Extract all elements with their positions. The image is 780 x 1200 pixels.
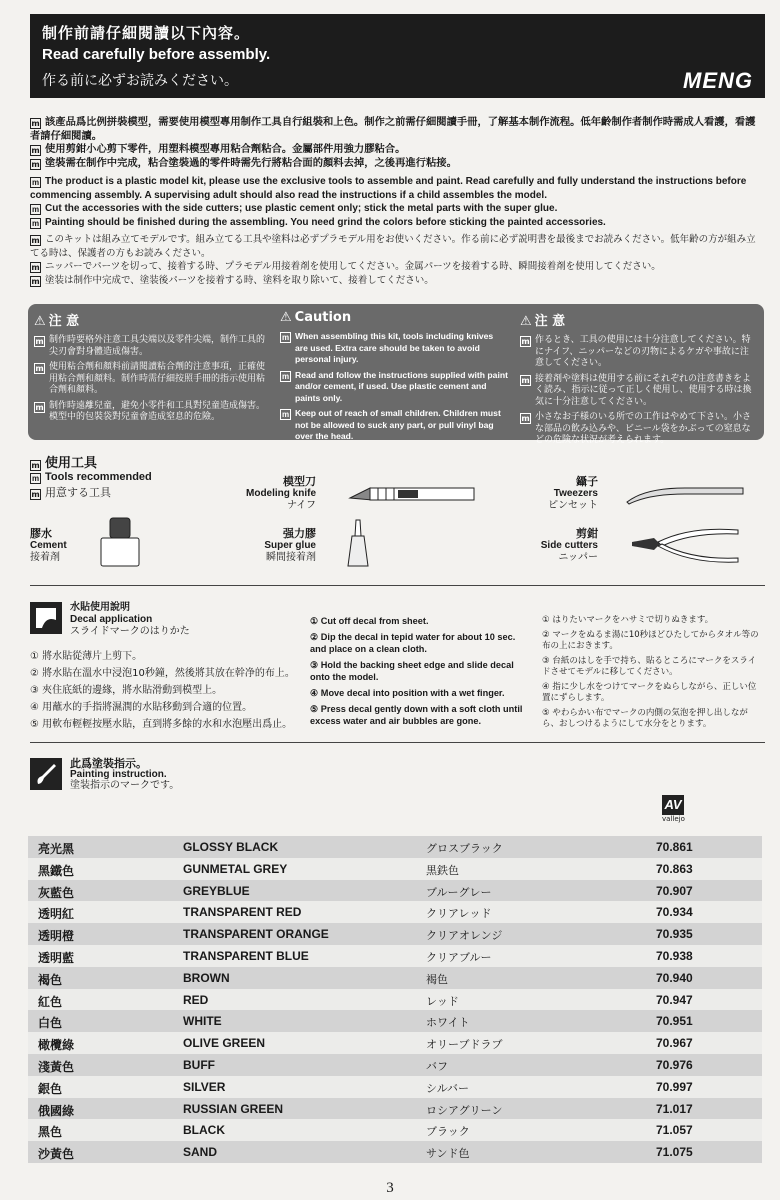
- paint-name-jp: サンド色: [426, 1147, 470, 1161]
- paint-name-zh: 沙黃色: [38, 1147, 75, 1162]
- paint-name-zh: 銀色: [38, 1081, 63, 1096]
- m-icon: m: [35, 337, 44, 346]
- paint-row: [28, 1141, 762, 1163]
- decal-heading: 水貼使用說明 Decal application スライドマークのはりかた: [70, 602, 190, 637]
- paint-name-en: BROWN: [183, 970, 230, 985]
- warning-icon: ⚠: [34, 314, 46, 329]
- paint-row: [28, 1010, 762, 1032]
- intro-en-3: m Painting should be finished during the assembling. You need grind the colors before sticking the painted accessories.: [31, 216, 606, 228]
- tools-heading: [30, 452, 152, 500]
- paint-code: 70.934: [656, 905, 693, 920]
- m-icon: m: [35, 402, 44, 412]
- intro-jp-2: m ニッパーでパーツを切って、接着する時、プラモデル用接着剤を使用してください。金属パーツを接着する時、瞬間接着剤を使用してください。: [31, 261, 661, 272]
- painting-heading: 此爲塗裝指示。 Painting instruction. 塗装指示のマークです。: [70, 757, 180, 791]
- decal-step: ① Cut off decal from sheet.: [310, 616, 429, 626]
- paint-name-jp: クリアレッド: [426, 907, 492, 921]
- intro-english: [30, 175, 760, 229]
- decal-step: ① はりたいマークをハサミで切りぬきます。: [542, 615, 714, 625]
- decal-step: ④ 指に少し水をつけてマークをぬらしながら、正しい位置にずらします。: [542, 682, 757, 703]
- page-number: 3: [386, 1180, 394, 1196]
- paint-code: 70.947: [656, 992, 693, 1007]
- m-icon: m: [521, 375, 530, 385]
- tweezers-label: 鑷子 Tweezers ピンセット: [548, 475, 598, 511]
- m-icon: m: [31, 263, 40, 272]
- caution-title-jp: ⚠ 注 意: [520, 314, 566, 329]
- intro-cn-1: m 該產品爲比例拼裝模型，需要使用模型專用制作工具自行組裝和上色。制作之前需仔細閱讀手冊，了解基本制作流程。低年齡制作者制作時需成人看護，看護者請仔細閱讀。: [30, 116, 756, 142]
- decal-step: ③ Hold the backing sheet edge and slide decal onto the model.: [310, 660, 514, 682]
- decal-step: ② 將水貼在溫水中浸泡10秒鐘，然後將其放在幹净的布上。: [30, 668, 295, 679]
- paint-name-en: SAND: [183, 1145, 218, 1160]
- cement-label: 膠水 Cement 接着剤: [30, 527, 67, 563]
- paint-row: [28, 1119, 762, 1141]
- paint-code: 70.940: [656, 970, 693, 985]
- paint-name-en: TRANSPARENT RED: [183, 905, 302, 920]
- paint-name-en: RUSSIAN GREEN: [183, 1101, 284, 1116]
- intro-jp-1: m このキットは組み立てモデルです。組み立てる工具や塗料は必ずプラモデル用をお使いください。作る前に必ず説明書を最後までお読みください。低年齢の方が組み立てる時は、保護者の方もお読みください。: [30, 234, 756, 259]
- tools-title-zh: m 使用工具: [31, 456, 98, 471]
- header-title-en: Read carefully before assembly.: [42, 46, 271, 63]
- m-icon: m: [31, 236, 40, 245]
- paint-name-jp: レッド: [426, 994, 459, 1008]
- intro-en-1: m The product is a plastic model kit, please use the exclusive tools to assemble and paint. Read carefully and fully understand the instructions before commencing assembly. A supervising adult should also read the instructions if a child assembles the model.: [30, 176, 747, 201]
- paint-name-jp: ブルーグレー: [426, 885, 492, 899]
- decal-steps-japanese: [542, 615, 764, 734]
- paint-row: [28, 923, 762, 945]
- paint-name-jp: ロシアグリーン: [426, 1103, 503, 1117]
- paint-name-zh: 透明紅: [38, 907, 75, 922]
- side-cutters-label: 剪鉗 Side cutters ニッパー: [540, 527, 598, 563]
- m-icon: m: [31, 474, 40, 483]
- caution-en-item: m Read and follow the instructions supplied with paint and/or cement, if used. Use plastic cement and paints only.: [281, 369, 508, 403]
- decal-step: ③ 台紙のはしを手で持ち、貼るところにマークをスライドさせてモデルに移してください。: [542, 656, 757, 677]
- paint-name-jp: 褐色: [426, 972, 448, 986]
- divider: [30, 742, 765, 743]
- caution-zh-item: m 制作時遠離兒童，避免小零件和工具對兒童造成傷害。模型中的包裝袋對兒童會造成窒息的危險。: [35, 400, 266, 422]
- caution-box: [28, 304, 764, 445]
- m-icon: m: [521, 414, 530, 423]
- paint-name-zh: 橄欖綠: [38, 1038, 75, 1053]
- cement-bottle-icon: [98, 516, 142, 568]
- paint-name-en: TRANSPARENT ORANGE: [183, 927, 329, 942]
- decal-step: ② マークをぬるま湯に10秒ほどひたしてからタオル等の布の上におきます。: [542, 630, 759, 651]
- paint-name-en: OLIVE GREEN: [183, 1036, 266, 1051]
- decal-step: ⑤ やわらかい布でマークの内側の気泡を押し出しながら、おしつけるようにして水分をとります。: [542, 708, 748, 729]
- side-cutters-icon: [630, 520, 742, 570]
- paint-name-en: SILVER: [183, 1079, 226, 1094]
- decal-step: ② Dip the decal in tepid water for about 10 sec. and place on a clean cloth.: [310, 632, 516, 654]
- paint-name-zh: 白色: [38, 1016, 63, 1031]
- decal-step: ① 將水貼從薄片上剪下。: [30, 651, 143, 662]
- header-title-zh: 制作前請仔細閱讀以下內容。: [42, 24, 251, 42]
- tweezers-icon: [625, 482, 745, 506]
- m-icon: m: [35, 364, 44, 373]
- warning-icon: ⚠: [520, 314, 532, 329]
- paint-row: [28, 1076, 762, 1098]
- paint-name-jp: バフ: [426, 1059, 448, 1073]
- paint-name-jp: クリアブルー: [426, 950, 492, 964]
- m-icon: m: [31, 276, 40, 286]
- caution-jp-item: m 作るとき、工具の使用には十分注意してください。特にナイフ、ニッパーなどの刃物によるケガや事故に注意してください。: [521, 335, 751, 368]
- m-icon: m: [281, 410, 290, 419]
- paint-name-zh: 紅色: [38, 994, 63, 1009]
- caution-col-en: [280, 310, 508, 447]
- vallejo-logo-mark: AV: [662, 795, 684, 815]
- paint-row: [28, 1032, 762, 1054]
- paint-code: 71.057: [656, 1123, 693, 1138]
- paint-name-en: GUNMETAL GREY: [183, 861, 288, 876]
- intro-japanese: [30, 233, 760, 287]
- paint-name-zh: 褐色: [38, 972, 63, 987]
- paint-name-en: BLACK: [183, 1123, 225, 1138]
- paint-name-jp: グロスブラック: [426, 842, 503, 855]
- decal-mark-icon: [30, 602, 62, 634]
- intro-cn-3: m 塗裝需在制作中完成，粘合塗裝過的零件時需先行將粘合面的顏料去掉，之後再進行粘接。: [31, 156, 457, 169]
- header-banner: [30, 14, 765, 98]
- paint-row: [28, 967, 762, 989]
- paint-brush-icon: [30, 758, 62, 790]
- intro-en-2: m Cut the accessories with the side cutters; use plastic cement only; stick the metal parts with the super glue.: [31, 203, 558, 214]
- vallejo-logo: [662, 795, 684, 823]
- modeling-knife-icon: [348, 482, 478, 504]
- paint-code: 70.967: [656, 1036, 693, 1051]
- decal-step: ④ 用蘸水的手指將濕潤的水貼移動到合適的位置。: [30, 702, 253, 713]
- caution-col-zh: [34, 310, 270, 428]
- header-title-jp: 作る前に必ずお読みください。: [42, 73, 238, 89]
- paint-code: 70.863: [656, 861, 693, 876]
- paint-name-en: GREYBLUE: [183, 883, 250, 898]
- warning-icon: ⚠: [280, 310, 292, 325]
- caution-en-item: m Keep out of reach of small children. Children must not be allowed to suck any part, or pull vinyl bag over the head.: [281, 408, 501, 441]
- tools-title-en: m Tools recommended: [31, 471, 152, 483]
- divider: [30, 585, 765, 586]
- paint-name-jp: シルバー: [426, 1081, 469, 1095]
- paint-name-zh: 黑鐵色: [38, 863, 75, 878]
- paint-name-en: GLOSSY BLACK: [183, 840, 279, 854]
- paint-name-jp: クリアオレンジ: [426, 929, 503, 943]
- intro-cn-2: m 使用剪鉗小心剪下零件，用塑料模型專用粘合劑粘合。金屬部件用強力膠粘合。: [31, 143, 406, 155]
- m-icon: m: [31, 146, 40, 155]
- paint-name-zh: 透明橙: [38, 929, 75, 944]
- paint-name-en: RED: [183, 992, 209, 1007]
- paint-code: 70.938: [656, 948, 693, 963]
- paint-name-jp: ブラック: [426, 1125, 470, 1139]
- paint-row: [28, 901, 762, 923]
- paint-code: 70.997: [656, 1079, 693, 1094]
- paint-row: [28, 1054, 762, 1076]
- caution-zh-item: m 使用粘合劑和顏料前請閱讀粘合劑的注意事項，正確使用粘合劑和顏料。制作時需仔細按照手冊的指示使用粘合劑和顏料。: [35, 362, 266, 395]
- paint-name-zh: 灰藍色: [38, 885, 75, 900]
- intro-chinese: [30, 116, 760, 170]
- m-icon: m: [31, 119, 40, 128]
- paint-code: 70.907: [656, 883, 693, 898]
- paint-row: [28, 945, 762, 967]
- paint-name-en: BUFF: [183, 1057, 215, 1072]
- paint-code: 70.951: [656, 1014, 693, 1029]
- paint-name-zh: 淺黃色: [38, 1059, 75, 1074]
- paint-name-en: TRANSPARENT BLUE: [183, 948, 309, 963]
- m-icon: m: [31, 178, 40, 187]
- caution-title-en: ⚠ Caution: [280, 310, 352, 325]
- knife-label: 模型刀 Modeling knife ナイフ: [246, 475, 316, 511]
- paint-code: 71.075: [656, 1145, 693, 1160]
- paint-row: [28, 1098, 762, 1120]
- decal-step: ④ Move decal into position with a wet finger.: [310, 688, 505, 698]
- m-icon: m: [31, 205, 40, 214]
- paint-name-zh: 透明藍: [38, 950, 75, 965]
- vallejo-logo-text: vallejo: [662, 815, 685, 823]
- m-icon: m: [521, 337, 530, 346]
- caution-en-item: m When assembling this kit, tools including knives are used. Extra care should be taken to avoid personal injury.: [281, 331, 494, 364]
- paint-row: [28, 989, 762, 1011]
- decal-steps-english: [310, 615, 532, 731]
- caution-jp-item: m 接着剤や塗料は使用する前にそれぞれの注意書きをよく読み、指示に従って正しく使用し、使用する時は換気に十分注意してください。: [521, 373, 752, 407]
- paint-code: 70.976: [656, 1057, 693, 1072]
- paint-name-zh: 亮光黑: [38, 842, 75, 856]
- paint-row: [28, 836, 762, 858]
- decal-step: ⑤ Press decal gently down with a soft cloth until excess water and air bubbles are gone.: [310, 704, 523, 726]
- paint-name-jp: 黒鉄色: [426, 863, 459, 877]
- super-glue-icon: [346, 518, 370, 568]
- caution-col-jp: [520, 310, 752, 451]
- m-icon: m: [31, 490, 40, 499]
- paint-name-zh: 俄國綠: [38, 1103, 75, 1118]
- decal-step: ③ 夾住底紙的邊緣，將水貼滑動到模型上。: [30, 685, 223, 696]
- paint-name-jp: オリーブドラブ: [426, 1038, 503, 1052]
- tools-title-jp: m 用意する工具: [31, 486, 111, 499]
- caution-zh-item: m 制作時要格外注意工具尖端以及零件尖端，制作工具的尖刃會對身體造成傷害。: [35, 335, 266, 357]
- paint-name-zh: 黑色: [38, 1125, 63, 1140]
- paint-row: [28, 858, 762, 880]
- paint-code: 71.017: [656, 1101, 693, 1116]
- decal-step: ⑤ 用軟布輕輕按壓水貼，直到將多餘的水和水泡壓出爲止。: [30, 719, 293, 730]
- caution-title-zh: ⚠ 注 意: [34, 314, 80, 329]
- m-icon: m: [31, 159, 40, 169]
- paint-row: [28, 880, 762, 902]
- paint-table: [28, 836, 762, 1163]
- paint-code: 70.935: [656, 927, 693, 942]
- paint-name-en: WHITE: [183, 1014, 222, 1029]
- m-icon: m: [281, 333, 290, 342]
- paint-code: 70.861: [656, 840, 693, 854]
- caution-jp-item: m 小さなお子様のいる所での工作はやめて下さい。小さな部品の飲み込みや、ビニール袋をかぶっての窒息などの危険な状況が考えられます。: [521, 412, 752, 445]
- intro-jp-3: m 塗装は制作中完成で、塗装後パーツを接着する時、塗料を取り除いて、接着してください。: [31, 274, 434, 286]
- m-icon: m: [281, 371, 290, 381]
- super-glue-label: 强力膠 Super glue 瞬間接着剤: [264, 527, 316, 563]
- decal-steps-chinese: [30, 651, 300, 736]
- paint-name-jp: ホワイト: [426, 1016, 470, 1030]
- m-icon: m: [31, 461, 40, 470]
- m-icon: m: [31, 218, 40, 228]
- brand-logo: MENG: [683, 68, 753, 93]
